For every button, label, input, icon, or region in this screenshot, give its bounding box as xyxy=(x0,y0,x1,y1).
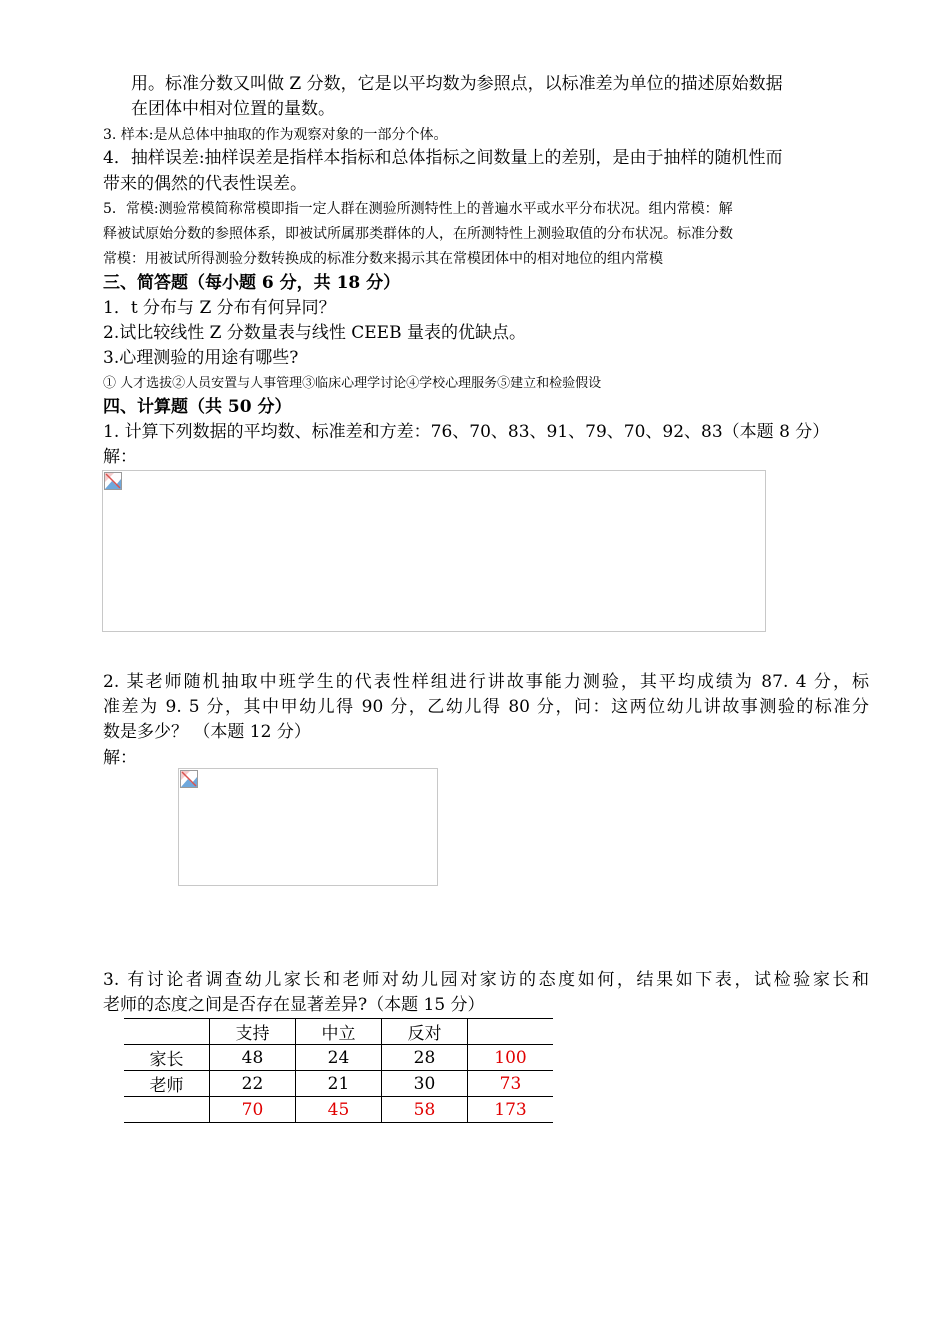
table-column-total: 45 xyxy=(296,1097,382,1123)
question-4-3-line1: 3. 有讨论者调查幼儿家长和老师对幼儿园对家访的态度如何，结果如下表，试检验家长和 xyxy=(103,970,869,990)
question-3-2: 2.试比较线性 Z 分数量表与线性 CEEB 量表的优缺点。 xyxy=(103,323,526,343)
table-header-cell: 反对 xyxy=(382,1019,468,1045)
table-row-label: 家长 xyxy=(124,1045,210,1071)
item-5-norm-line1: 5．常模:测验常模简称常模即指一定人群在测验所测特性上的普遍水平或水平分布状况。组内常模：解 xyxy=(103,201,733,217)
table-row-total: 73 xyxy=(468,1071,554,1097)
item-3-sample: 3. 样本:是从总体中抽取的作为观察对象的一部分个体。 xyxy=(103,127,448,143)
table-row-total: 100 xyxy=(468,1045,554,1071)
question-4-2-line1: 2. 某老师随机抽取中班学生的代表性样组进行讲故事能力测验，其平均成绩为 87. 4 分，标 xyxy=(103,672,869,692)
table-cell: 28 xyxy=(382,1045,468,1071)
para-z-score-line2: 在团体中相对位置的量数。 xyxy=(131,99,335,119)
table-cell: 30 xyxy=(382,1071,468,1097)
item-5-norm-line3: 常模：用被试所得测验分数转换成的标准分数来揭示其在常模团体中的相对地位的组内常模 xyxy=(103,251,663,267)
table-header-row xyxy=(124,1019,553,1045)
table-totals-row xyxy=(124,1097,553,1123)
solution-image-1 xyxy=(102,470,766,632)
table-header-cell xyxy=(468,1019,554,1045)
section-4-heading: 四、计算题（共 50 分） xyxy=(103,397,292,417)
table-grand-total: 173 xyxy=(468,1097,554,1123)
table-cell: 21 xyxy=(296,1071,382,1097)
question-4-1: 1. 计算下列数据的平均数、标准差和方差：76、70、83、91、79、70、92、83（本题 8 分） xyxy=(103,422,830,442)
item-5-norm-line2: 释被试原始分数的参照体系，即被试所属那类群体的人，在所测特性上测验取值的分布状况。标准分数 xyxy=(103,226,733,242)
table-header-cell: 中立 xyxy=(296,1019,382,1045)
section-3-heading: 三、简答题（每小题 6 分，共 18 分） xyxy=(103,273,401,293)
question-3-1: 1．t 分布与 Z 分布有何异同？ xyxy=(103,298,336,318)
table-column-total: 58 xyxy=(382,1097,468,1123)
question-4-3-line2: 老师的态度之间是否存在显著差异?（本题 15 分） xyxy=(103,995,485,1015)
para-z-score-line1: 用。标准分数又叫做 Z 分数，它是以平均数为参照点，以标准差为单位的描述原始数据 xyxy=(131,74,783,94)
question-3-3: 3.心理测验的用途有哪些? xyxy=(103,348,299,368)
solution-label-1: 解： xyxy=(103,447,137,467)
table-row xyxy=(124,1045,553,1071)
table-row xyxy=(124,1071,553,1097)
question-3-3-answer: ① 人才选拔②人员安置与人事管理③临床心理学讨论④学校心理服务⑤建立和检验假设 xyxy=(103,376,602,391)
question-4-2-line2: 准差为 9. 5 分，其中甲幼儿得 90 分，乙幼儿得 80 分，问：这两位幼儿讲故事测验的标准分 xyxy=(103,697,869,717)
table-cell: 48 xyxy=(210,1045,296,1071)
question-4-2-line3: 数是多少？ （本题 12 分） xyxy=(103,722,311,742)
solution-label-2: 解： xyxy=(103,748,137,768)
table-row-label: 老师 xyxy=(124,1071,210,1097)
table-row-label xyxy=(124,1097,210,1123)
table-column-total: 70 xyxy=(210,1097,296,1123)
table-cell: 24 xyxy=(296,1045,382,1071)
solution-image-2 xyxy=(178,768,438,886)
item-4-sampling-error-line1: 4．抽样误差:抽样误差是指样本指标和总体指标之间数量上的差别，是由于抽样的随机性而 xyxy=(103,148,783,168)
broken-image-icon xyxy=(180,770,198,788)
broken-image-icon xyxy=(104,472,122,490)
table-header-cell xyxy=(124,1019,210,1045)
table-header-cell: 支持 xyxy=(210,1019,296,1045)
table-cell: 22 xyxy=(210,1071,296,1097)
attitude-table xyxy=(124,1018,553,1123)
item-4-sampling-error-line2: 带来的偶然的代表性误差。 xyxy=(103,174,307,194)
